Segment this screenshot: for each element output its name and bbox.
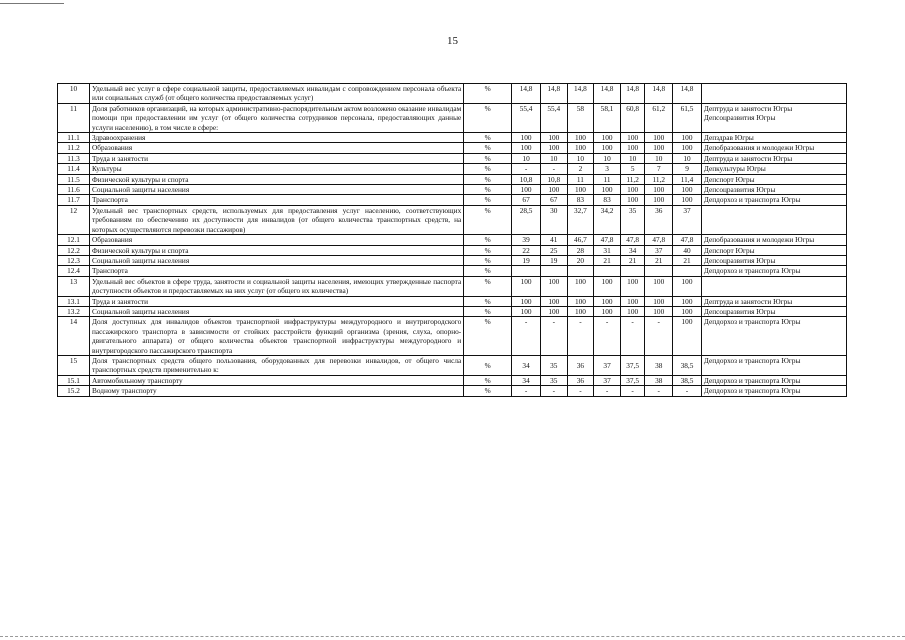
value-cell: 3 (594, 164, 621, 174)
row-number: 11.2 (58, 143, 90, 153)
table-row (58, 164, 847, 174)
value-cell: 10 (540, 153, 567, 163)
value-cell: 10 (620, 153, 645, 163)
row-number: 11.3 (58, 153, 90, 163)
responsible-agency: Депдорхоз и транспорта Югры (701, 355, 846, 375)
value-cell: 100 (673, 143, 702, 153)
value-cell: 34,2 (594, 205, 621, 234)
value-cell: 22 (512, 245, 541, 255)
responsible-agency: Депдорхоз и транспорта Югры (701, 386, 846, 396)
value-cell: 11,2 (620, 174, 645, 184)
value-cell: 100 (673, 195, 702, 205)
unit-cell: % (464, 235, 512, 245)
responsible-agency: Депздрав Югры (701, 133, 846, 143)
value-cell: - (540, 164, 567, 174)
page-number: 15 (447, 35, 458, 47)
value-cell (645, 266, 673, 276)
table-row (58, 317, 847, 356)
responsible-agency: Депобразования и молодежи Югры (701, 235, 846, 245)
value-cell: 100 (512, 185, 541, 195)
value-cell: 100 (594, 133, 621, 143)
value-cell: 21 (645, 255, 673, 265)
value-cell: 100 (645, 133, 673, 143)
value-cell: 39 (512, 235, 541, 245)
value-cell: 34 (512, 375, 541, 385)
table-row (58, 174, 847, 184)
value-cell: 36 (645, 205, 673, 234)
value-cell: 20 (567, 255, 594, 265)
value-cell: 100 (540, 276, 567, 296)
table-row (58, 185, 847, 195)
value-cell (567, 266, 594, 276)
value-cell: 37 (594, 375, 621, 385)
value-cell: 14,8 (512, 84, 541, 104)
unit-cell: % (464, 174, 512, 184)
value-cell: 14,8 (673, 84, 702, 104)
value-cell: 100 (540, 185, 567, 195)
table-row (58, 355, 847, 375)
unit-cell: % (464, 143, 512, 153)
responsible-agency: Депсоцразвития Югры (701, 255, 846, 265)
responsible-agency: Депдорхоз и транспорта Югры (701, 195, 846, 205)
value-cell: 37,5 (620, 355, 645, 375)
table-row (58, 296, 847, 306)
table-row (58, 245, 847, 255)
value-cell: 55,4 (512, 103, 541, 132)
unit-cell: % (464, 386, 512, 396)
value-cell: 100 (567, 185, 594, 195)
table-row (58, 276, 847, 296)
value-cell: 10 (673, 153, 702, 163)
indicator-description: Автомобильному транспорту (89, 375, 463, 385)
table-row (58, 153, 847, 163)
value-cell: 37 (673, 205, 702, 234)
value-cell: 14,8 (645, 84, 673, 104)
value-cell: - (673, 386, 702, 396)
value-cell: 100 (512, 306, 541, 316)
responsible-agency: Депобразования и молодежи Югры (701, 143, 846, 153)
responsible-agency: Депсоцразвития Югры (701, 185, 846, 195)
responsible-agency: Дептруда и занятости Югры Депсоцразвития Югры (701, 103, 846, 132)
value-cell: 100 (567, 276, 594, 296)
value-cell: 100 (512, 296, 541, 306)
value-cell: 14,8 (567, 84, 594, 104)
unit-cell: % (464, 355, 512, 375)
table-row (58, 205, 847, 234)
value-cell: 100 (594, 276, 621, 296)
row-number: 13 (58, 276, 90, 296)
unit-cell: % (464, 306, 512, 316)
indicators-table (57, 83, 847, 397)
indicator-description: Доля доступных для инвалидов объектов транспортной инфраструктуры междугородного и внутригородского пассажирского транспорта в зависимости от стойких расстройств функций организма (зрения, слуха, опорно-двигательного аппарата) от общего количества объектов транспортной инфраструктуры междугородного и внутригородского пассажирского транспорта (89, 317, 463, 356)
value-cell: 100 (620, 133, 645, 143)
row-number: 11.5 (58, 174, 90, 184)
indicator-description: Доля работников организаций, на которых административно-распорядительным актом возложено оказание инвалидам помощи при предоставлении им услуг (от общего количества сотрудников персонала, предоставляющих данные услуги населению), в том числе в сфере: (89, 103, 463, 132)
indicator-description: Социальной защиты населения (89, 255, 463, 265)
value-cell: 21 (594, 255, 621, 265)
value-cell: 100 (567, 143, 594, 153)
table-row (58, 235, 847, 245)
value-cell: 38,5 (673, 375, 702, 385)
indicator-description: Социальной защиты населения (89, 185, 463, 195)
value-cell: - (594, 317, 621, 356)
value-cell: 40 (673, 245, 702, 255)
value-cell: 100 (620, 276, 645, 296)
value-cell: 100 (620, 296, 645, 306)
value-cell: 100 (567, 296, 594, 306)
value-cell: 9 (673, 164, 702, 174)
row-number: 11.7 (58, 195, 90, 205)
value-cell: - (594, 386, 621, 396)
value-cell: 100 (673, 133, 702, 143)
value-cell (540, 266, 567, 276)
table-row (58, 84, 847, 104)
unit-cell: % (464, 103, 512, 132)
value-cell: 47,8 (620, 235, 645, 245)
indicator-description: Культуры (89, 164, 463, 174)
value-cell: 100 (540, 296, 567, 306)
value-cell: 14,8 (540, 84, 567, 104)
value-cell: 100 (673, 317, 702, 356)
value-cell: 55,4 (540, 103, 567, 132)
value-cell (673, 266, 702, 276)
value-cell: 100 (512, 276, 541, 296)
row-number: 11.1 (58, 133, 90, 143)
value-cell: 30 (540, 205, 567, 234)
indicator-description: Водному транспорту (89, 386, 463, 396)
unit-cell: % (464, 153, 512, 163)
unit-cell: % (464, 266, 512, 276)
value-cell: - (540, 317, 567, 356)
table-row (58, 255, 847, 265)
unit-cell: % (464, 296, 512, 306)
value-cell: 100 (645, 296, 673, 306)
value-cell: 37 (645, 245, 673, 255)
responsible-agency: Дептруда и занятости Югры (701, 296, 846, 306)
value-cell: - (512, 164, 541, 174)
responsible-agency: Депсоцразвития Югры (701, 306, 846, 316)
row-number: 10 (58, 84, 90, 104)
value-cell: 25 (540, 245, 567, 255)
row-number: 12.3 (58, 255, 90, 265)
value-cell: 19 (512, 255, 541, 265)
value-cell: 61,2 (645, 103, 673, 132)
value-cell: 100 (567, 306, 594, 316)
value-cell: 100 (540, 306, 567, 316)
value-cell: 100 (594, 306, 621, 316)
responsible-agency: Депкультуры Югры (701, 164, 846, 174)
value-cell: 100 (594, 143, 621, 153)
row-number: 15.1 (58, 375, 90, 385)
table-row (58, 195, 847, 205)
responsible-agency (701, 276, 846, 296)
value-cell: 100 (512, 143, 541, 153)
indicator-description: Труда и занятости (89, 153, 463, 163)
value-cell: 21 (620, 255, 645, 265)
responsible-agency (701, 84, 846, 104)
value-cell: 58,1 (594, 103, 621, 132)
value-cell: 100 (620, 195, 645, 205)
value-cell (594, 266, 621, 276)
indicator-description: Доля транспортных средств общего пользования, оборудованных для перевозки инвалидов, от общего числа транспортных средств применительно к: (89, 355, 463, 375)
indicator-description: Удельный вес транспортных средств, используемых для предоставления услуг населению, соответствующих требованиям по обеспечению их доступности для инвалидов (от общего количества транспортных средств, на которых осуществляются перевозки пассажиров) (89, 205, 463, 234)
unit-cell: % (464, 84, 512, 104)
value-cell: 100 (512, 133, 541, 143)
value-cell: - (567, 386, 594, 396)
unit-cell: % (464, 276, 512, 296)
value-cell: 47,8 (673, 235, 702, 245)
responsible-agency: Депдорхоз и транспорта Югры (701, 375, 846, 385)
value-cell: 10,8 (512, 174, 541, 184)
value-cell: 83 (594, 195, 621, 205)
value-cell: 38 (645, 355, 673, 375)
value-cell: 14,8 (620, 84, 645, 104)
responsible-agency: Депдорхоз и транспорта Югры (701, 266, 846, 276)
value-cell: 37,5 (620, 375, 645, 385)
value-cell: 100 (594, 185, 621, 195)
value-cell: 47,8 (594, 235, 621, 245)
indicator-description: Транспорта (89, 195, 463, 205)
value-cell: 60,8 (620, 103, 645, 132)
unit-cell: % (464, 164, 512, 174)
value-cell: 10 (512, 153, 541, 163)
value-cell: 37 (594, 355, 621, 375)
value-cell: 14,8 (594, 84, 621, 104)
value-cell: 100 (620, 185, 645, 195)
indicator-description: Труда и занятости (89, 296, 463, 306)
value-cell: 100 (645, 276, 673, 296)
value-cell: 100 (645, 143, 673, 153)
value-cell: 34 (512, 355, 541, 375)
value-cell: 58 (567, 103, 594, 132)
row-number: 15.2 (58, 386, 90, 396)
value-cell: - (567, 317, 594, 356)
value-cell: 36 (567, 375, 594, 385)
responsible-agency: Дептруда и занятости Югры (701, 153, 846, 163)
value-cell: 67 (512, 195, 541, 205)
row-number: 15 (58, 355, 90, 375)
unit-cell: % (464, 245, 512, 255)
row-number: 14 (58, 317, 90, 356)
indicator-description: Образования (89, 143, 463, 153)
table-row (58, 306, 847, 316)
responsible-agency: Депспорт Югры (701, 174, 846, 184)
unit-cell: % (464, 185, 512, 195)
row-number: 12 (58, 205, 90, 234)
value-cell: 11 (594, 174, 621, 184)
value-cell: 34 (620, 245, 645, 255)
value-cell: 100 (673, 185, 702, 195)
value-cell: 35 (540, 355, 567, 375)
table-row (58, 143, 847, 153)
row-number: 13.2 (58, 306, 90, 316)
table-row (58, 133, 847, 143)
unit-cell: % (464, 195, 512, 205)
value-cell (620, 266, 645, 276)
value-cell: 11,2 (645, 174, 673, 184)
indicator-description: Физической культуры и спорта (89, 174, 463, 184)
table-body (58, 84, 847, 397)
value-cell: 11 (567, 174, 594, 184)
value-cell: 19 (540, 255, 567, 265)
value-cell: 38 (645, 375, 673, 385)
unit-cell: % (464, 205, 512, 234)
indicator-description: Социальной защиты населения (89, 306, 463, 316)
indicator-description: Физической культуры и спорта (89, 245, 463, 255)
value-cell: 10 (645, 153, 673, 163)
row-number: 11 (58, 103, 90, 132)
row-number: 12.2 (58, 245, 90, 255)
value-cell: 28 (567, 245, 594, 255)
value-cell: 36 (567, 355, 594, 375)
value-cell: 31 (594, 245, 621, 255)
value-cell: 100 (645, 195, 673, 205)
value-cell: - (620, 317, 645, 356)
value-cell: 100 (645, 185, 673, 195)
value-cell (512, 266, 541, 276)
indicator-description: Удельный вес услуг в сфере социальной защиты, предоставляемых инвалидам с сопровождением персонала объекта или социальных служб (от общего количества предоставляемых услуг) (89, 84, 463, 104)
value-cell: 35 (540, 375, 567, 385)
value-cell: 100 (567, 133, 594, 143)
table-row (58, 266, 847, 276)
unit-cell: % (464, 375, 512, 385)
row-number: 11.4 (58, 164, 90, 174)
scan-edge-bottom (0, 636, 905, 637)
row-number: 13.1 (58, 296, 90, 306)
indicator-description: Здравоохранения (89, 133, 463, 143)
value-cell: 83 (567, 195, 594, 205)
value-cell: 100 (645, 306, 673, 316)
value-cell: 28,5 (512, 205, 541, 234)
unit-cell: % (464, 133, 512, 143)
value-cell: 100 (540, 143, 567, 153)
value-cell: 2 (567, 164, 594, 174)
value-cell: - (645, 317, 673, 356)
value-cell: 10 (567, 153, 594, 163)
indicator-description: Удельный вес объектов в сфере труда, занятости и социальной защиты населения, имеющих утвержденные паспорта доступности объектов и предоставляемых на них услуг (от общего их количества) (89, 276, 463, 296)
value-cell: 32,7 (567, 205, 594, 234)
value-cell: - (540, 386, 567, 396)
value-cell: 100 (620, 143, 645, 153)
table-row (58, 375, 847, 385)
value-cell: 100 (673, 296, 702, 306)
row-number: 11.6 (58, 185, 90, 195)
value-cell: - (512, 386, 541, 396)
unit-cell: % (464, 255, 512, 265)
value-cell: 47,8 (645, 235, 673, 245)
value-cell: 35 (620, 205, 645, 234)
value-cell: 38,5 (673, 355, 702, 375)
value-cell: 67 (540, 195, 567, 205)
value-cell: 100 (673, 306, 702, 316)
value-cell: 5 (620, 164, 645, 174)
value-cell: 21 (673, 255, 702, 265)
value-cell: 100 (620, 306, 645, 316)
value-cell: 100 (673, 276, 702, 296)
value-cell: - (645, 386, 673, 396)
indicator-description: Образования (89, 235, 463, 245)
value-cell: 10,8 (540, 174, 567, 184)
indicator-description: Транспорта (89, 266, 463, 276)
value-cell: 100 (540, 133, 567, 143)
value-cell: 61,5 (673, 103, 702, 132)
value-cell: 11,4 (673, 174, 702, 184)
responsible-agency (701, 205, 846, 234)
unit-cell: % (464, 317, 512, 356)
row-number: 12.4 (58, 266, 90, 276)
table-row (58, 386, 847, 396)
value-cell: 7 (645, 164, 673, 174)
value-cell: 10 (594, 153, 621, 163)
responsible-agency: Депспорт Югры (701, 245, 846, 255)
value-cell: 41 (540, 235, 567, 245)
value-cell: 46,7 (567, 235, 594, 245)
value-cell: 100 (594, 296, 621, 306)
scan-edge-top (0, 3, 64, 4)
value-cell: - (512, 317, 541, 356)
table-row (58, 103, 847, 132)
row-number: 12.1 (58, 235, 90, 245)
value-cell: - (620, 386, 645, 396)
responsible-agency: Депдорхоз и транспорта Югры (701, 317, 846, 356)
